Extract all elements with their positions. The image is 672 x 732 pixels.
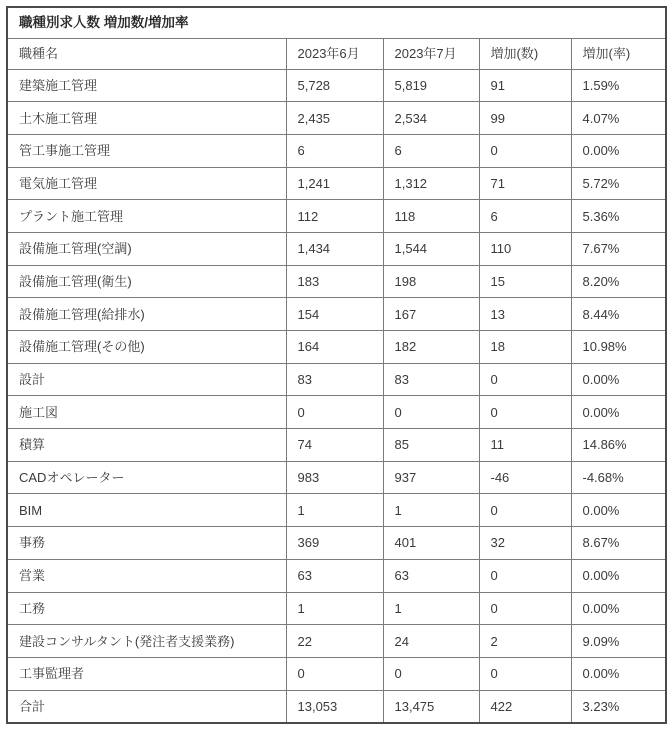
table-row: [7, 69, 666, 102]
cell-increase-count: 2: [479, 625, 571, 658]
table-row: [7, 232, 666, 265]
row-label: 合計: [7, 690, 286, 723]
table-row: [7, 461, 666, 494]
table-row: [7, 200, 666, 233]
table-row: [7, 331, 666, 364]
cell-increase-count: 0: [479, 592, 571, 625]
table-row: [7, 167, 666, 200]
cell-july: 13,475: [383, 690, 479, 723]
table-row: [7, 102, 666, 135]
table-header-row: [7, 38, 666, 69]
cell-june: 112: [286, 200, 383, 233]
cell-june: 1,434: [286, 232, 383, 265]
table-row: [7, 494, 666, 527]
cell-increase-count: 18: [479, 331, 571, 364]
cell-increase-rate: 5.72%: [571, 167, 666, 200]
cell-increase-rate: 9.09%: [571, 625, 666, 658]
cell-july: 6: [383, 134, 479, 167]
cell-july: 63: [383, 559, 479, 592]
cell-june: 0: [286, 396, 383, 429]
cell-june: 5,728: [286, 69, 383, 102]
cell-increase-count: 422: [479, 690, 571, 723]
table-row: [7, 429, 666, 462]
cell-july: 0: [383, 396, 479, 429]
row-label: 設備施工管理(空調): [7, 232, 286, 265]
table-row: [7, 657, 666, 690]
cell-july: 182: [383, 331, 479, 364]
cell-increase-count: 91: [479, 69, 571, 102]
cell-increase-count: 71: [479, 167, 571, 200]
cell-increase-count: 6: [479, 200, 571, 233]
table-row: [7, 134, 666, 167]
cell-june: 164: [286, 331, 383, 364]
cell-june: 1: [286, 592, 383, 625]
cell-june: 1: [286, 494, 383, 527]
cell-june: 6: [286, 134, 383, 167]
cell-july: 2,534: [383, 102, 479, 135]
row-label: 設備施工管理(衛生): [7, 265, 286, 298]
row-label: 工事監理者: [7, 657, 286, 690]
cell-increase-rate: 8.67%: [571, 527, 666, 560]
cell-july: 937: [383, 461, 479, 494]
cell-increase-rate: 4.07%: [571, 102, 666, 135]
cell-increase-rate: 7.67%: [571, 232, 666, 265]
cell-increase-count: 110: [479, 232, 571, 265]
cell-increase-count: 0: [479, 396, 571, 429]
row-label: 積算: [7, 429, 286, 462]
cell-june: 983: [286, 461, 383, 494]
table-row: [7, 592, 666, 625]
cell-july: 1: [383, 494, 479, 527]
row-label: 土木施工管理: [7, 102, 286, 135]
cell-july: 198: [383, 265, 479, 298]
table-row: [7, 527, 666, 560]
row-label: 施工図: [7, 396, 286, 429]
cell-july: 83: [383, 363, 479, 396]
cell-increase-rate: 0.00%: [571, 592, 666, 625]
row-label: プラント施工管理: [7, 200, 286, 233]
cell-june: 63: [286, 559, 383, 592]
cell-june: 83: [286, 363, 383, 396]
table-row: [7, 625, 666, 658]
cell-increase-count: 0: [479, 559, 571, 592]
cell-increase-count: 0: [479, 657, 571, 690]
cell-increase-rate: 10.98%: [571, 331, 666, 364]
table-row: [7, 363, 666, 396]
cell-july: 401: [383, 527, 479, 560]
cell-increase-count: 15: [479, 265, 571, 298]
row-label: 設備施工管理(その他): [7, 331, 286, 364]
table-row: [7, 298, 666, 331]
row-label: BIM: [7, 494, 286, 527]
cell-july: 1,544: [383, 232, 479, 265]
cell-increase-count: -46: [479, 461, 571, 494]
column-header-increase-rate: 増加(率): [571, 38, 666, 69]
row-label: 事務: [7, 527, 286, 560]
row-label: CADオペレーター: [7, 461, 286, 494]
row-label: 工務: [7, 592, 286, 625]
cell-june: 154: [286, 298, 383, 331]
cell-increase-rate: 0.00%: [571, 396, 666, 429]
row-label: 建築施工管理: [7, 69, 286, 102]
column-header-2023-july: 2023年7月: [383, 38, 479, 69]
cell-june: 0: [286, 657, 383, 690]
cell-increase-rate: 0.00%: [571, 559, 666, 592]
cell-increase-count: 0: [479, 494, 571, 527]
cell-july: 118: [383, 200, 479, 233]
cell-increase-rate: 0.00%: [571, 134, 666, 167]
cell-june: 13,053: [286, 690, 383, 723]
table-row: [7, 265, 666, 298]
row-label: 建設コンサルタント(発注者支援業務): [7, 625, 286, 658]
cell-increase-count: 32: [479, 527, 571, 560]
cell-increase-count: 0: [479, 134, 571, 167]
table-title: 職種別求人数 増加数/増加率: [7, 7, 666, 38]
cell-june: 2,435: [286, 102, 383, 135]
row-label: 営業: [7, 559, 286, 592]
cell-june: 369: [286, 527, 383, 560]
column-header-increase-count: 増加(数): [479, 38, 571, 69]
cell-increase-rate: 0.00%: [571, 494, 666, 527]
cell-increase-count: 0: [479, 363, 571, 396]
row-label: 電気施工管理: [7, 167, 286, 200]
cell-increase-rate: 0.00%: [571, 363, 666, 396]
cell-increase-rate: 0.00%: [571, 657, 666, 690]
row-label: 設計: [7, 363, 286, 396]
cell-june: 183: [286, 265, 383, 298]
table-row-total: [7, 690, 666, 723]
cell-increase-rate: 5.36%: [571, 200, 666, 233]
cell-increase-rate: 3.23%: [571, 690, 666, 723]
column-header-occupation: 職種名: [7, 38, 286, 69]
cell-increase-rate: 14.86%: [571, 429, 666, 462]
cell-increase-rate: 8.44%: [571, 298, 666, 331]
column-header-2023-june: 2023年6月: [286, 38, 383, 69]
table-row: [7, 559, 666, 592]
cell-increase-count: 13: [479, 298, 571, 331]
cell-july: 0: [383, 657, 479, 690]
job-openings-table: [6, 6, 667, 724]
row-label: 設備施工管理(給排水): [7, 298, 286, 331]
cell-july: 167: [383, 298, 479, 331]
cell-increase-count: 11: [479, 429, 571, 462]
table-title-row: [7, 7, 666, 38]
cell-july: 5,819: [383, 69, 479, 102]
cell-increase-rate: -4.68%: [571, 461, 666, 494]
cell-july: 85: [383, 429, 479, 462]
cell-increase-rate: 1.59%: [571, 69, 666, 102]
cell-increase-count: 99: [479, 102, 571, 135]
cell-july: 1: [383, 592, 479, 625]
cell-july: 24: [383, 625, 479, 658]
row-label: 管工事施工管理: [7, 134, 286, 167]
cell-june: 1,241: [286, 167, 383, 200]
table-row: [7, 396, 666, 429]
cell-june: 22: [286, 625, 383, 658]
cell-july: 1,312: [383, 167, 479, 200]
cell-increase-rate: 8.20%: [571, 265, 666, 298]
cell-june: 74: [286, 429, 383, 462]
